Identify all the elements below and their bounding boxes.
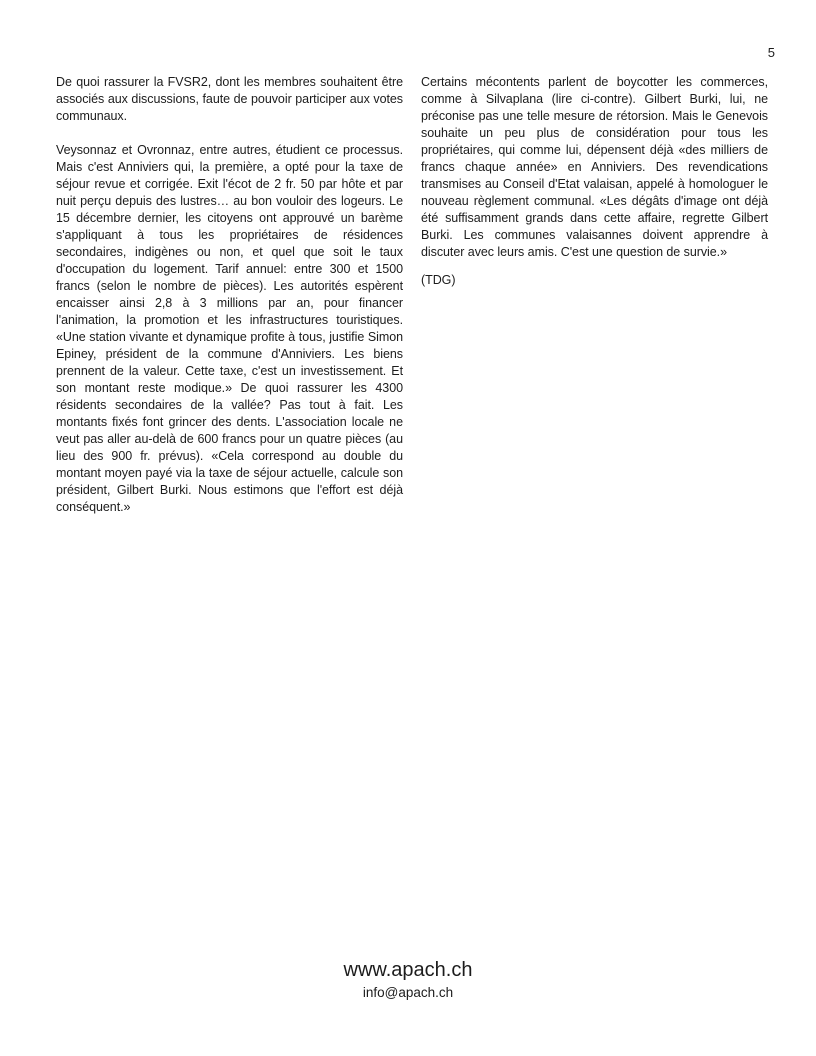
left-column	[56, 74, 403, 533]
page-footer	[0, 957, 816, 1002]
paragraph-boycott-reaction: Certains mécontents parlent de boycotter les commerces, comme à Silvaplana (lire ci-contre). Gilbert Burki, lui, ne préconise pas une telle mesure de rétorsion. Mais le Genevois souhaite un peu plus de considération pour tous les propriétaires, qui comme lui, dépensent déjà «des milliers de francs chaque année» en Anniviers. Des revendications transmises au Conseil d'Etat valaisan, appelé à homologuer le nouveau règlement communal. «Les dégâts d'image ont déjà été suffisamment grands dans cette affaire, regrette Gilbert Burki. Les communes valaisannes doivent apprendre à discuter avec leurs amis. C'est une question de survie.»	[421, 75, 768, 259]
email-link[interactable]: info@apach.ch	[362, 985, 454, 1000]
source-credit: (TDG)	[421, 273, 456, 287]
email-row	[0, 984, 816, 1002]
website-link[interactable]: www.apach.ch	[343, 959, 473, 981]
article-columns	[56, 74, 768, 533]
page-number: 5	[767, 45, 775, 60]
paragraph-reassure-fvsr: De quoi rassurer la FVSR2, dont les membres souhaitent être associés aux discussions, faute de pouvoir participer aux votes communaux.	[56, 75, 403, 123]
right-column	[421, 74, 768, 533]
paragraph-anniviers-tax: Veysonnaz et Ovronnaz, entre autres, étudient ce processus. Mais c'est Anniviers qui, la première, a opté pour la taxe de séjour revue et corrigée. Exit l'écot de 2 fr. 50 par hôte et par nuit perçu depuis des lustres… au bon vouloir des logeurs. Le 15 décembre dernier, les citoyens ont approuvé un barème s'appliquant à tous les propriétaires de résidences secondaires, indigènes ou non, et quel que soit le taux d'occupation du logement. Tarif annuel: entre 300 et 1500 francs (selon le nombre de pièces). Les autorités espèrent encaisser ainsi 2,8 à 3 millions par an, pour financer l'animation, la promotion et les infrastructures touristiques. «Une station vivante et dynamique profite à tous, justifie Simon Epiney, président de la commune d'Anniviers. Les biens prennent de la valeur. Cette taxe, c'est un investissement. Et son montant reste modique.» De quoi rassurer les 4300 résidents secondaires de la vallée? Pas tout à fait. Les montants fixés font grincer des dents. L'association locale ne veut pas aller au-delà de 600 francs pour un quatre pièces (au lieu des 900 fr. prévus). «Cela correspond au double du montant moyen payé via la taxe de séjour actuelle, calcule son président, Gilbert Burki. Nous estimons que l'effort est déjà conséquent.»	[56, 143, 403, 514]
